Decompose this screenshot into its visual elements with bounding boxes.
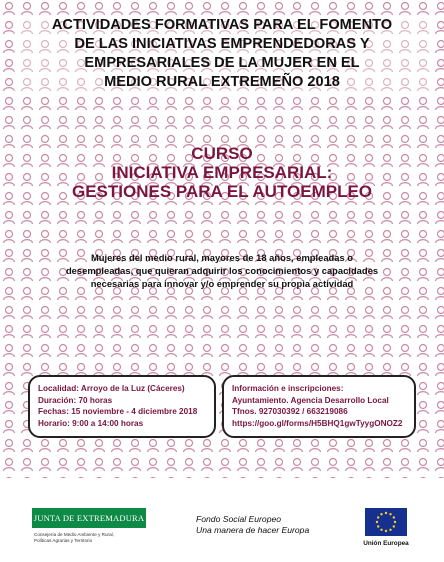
header-title-line: DE LAS INICIATIVAS EMPRENDEDORAS Y [74, 36, 370, 52]
description-line: desempleadas, que quieran adquirir los conocimientos y capacidades [65, 265, 379, 276]
sponsors-footer [0, 478, 444, 562]
junta-department-line: Consejería de Medio Ambiente y Rural, [34, 532, 114, 537]
schedule-line: Horario: 9:00 a 14:00 horas [38, 418, 144, 428]
description-line: necesarias para innovar y/o emprender su propia actividad [90, 278, 354, 289]
course-title-line: GESTIONES PARA EL AUTOEMPLEO [71, 182, 373, 201]
course-title-line: CURSO [191, 144, 253, 163]
course-title [14, 144, 430, 201]
eu-label: Unión Europea [363, 540, 409, 547]
header-title-line: MEDIO RURAL EXTREMEÑO 2018 [104, 74, 340, 90]
duration-line: Duración: 70 horas [38, 395, 113, 405]
target-description [20, 251, 424, 290]
dates-line: Fechas: 15 noviembre - 4 diciembre 2018 [38, 407, 198, 416]
course-details-box [28, 375, 216, 438]
eu-flag-icon [365, 508, 407, 536]
header-title-line: EMPRESARIALES DE LA MUJER EN EL [84, 55, 360, 71]
contact-organization: Ayuntamiento. Agencia Desarrollo Local [232, 395, 389, 405]
course-title-line: INICIATIVA EMPRESARIAL: [111, 163, 333, 182]
contact-heading: Información e inscripciones: [232, 384, 344, 393]
fse-name: Fondo Social Europeo [196, 514, 282, 524]
contact-phones: Tfnos. 927030392 / 663219086 [232, 407, 348, 416]
junta-department-line: Políticas Agrarias y Territorio [34, 538, 93, 543]
header-title [14, 16, 430, 92]
location-line: Localidad: Arroyo de la Luz (Cáceres) [38, 384, 185, 393]
contact-box [222, 375, 416, 438]
junta-department [34, 532, 146, 544]
fse-slogan: Una manera de hacer Europa [196, 525, 310, 535]
description-line: Mujeres del medio rural, mayores de 18 años, empleadas o [90, 252, 354, 263]
junta-extremadura-logo: JUNTA DE EXTREMADURA [32, 508, 146, 528]
registration-link[interactable]: https://goo.gl/forms/H5BHQ1gwTyygONOZ2 [232, 418, 403, 428]
header-title-line: ACTIVIDADES FORMATIVAS PARA EL FOMENTO [51, 17, 393, 33]
fondo-social-europeo-logo [196, 514, 326, 536]
